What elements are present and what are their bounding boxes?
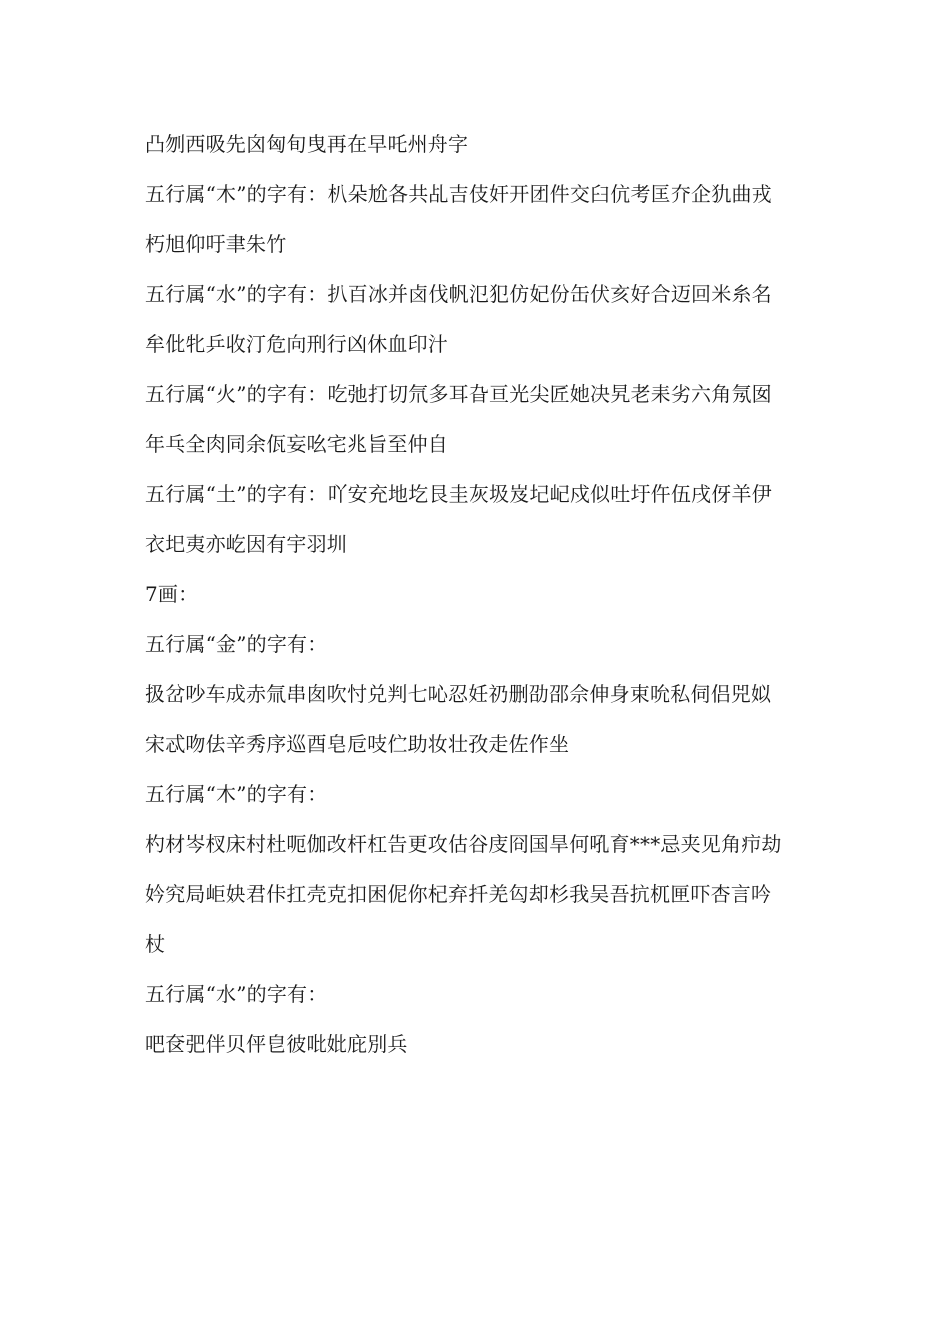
text-line: 凸刎西吸先囟匈旬曳再在早吒州舟字 [145,132,469,156]
text-line: 牟仳牝乒收汀危向刑行凶休血印汁 [145,332,448,356]
text-line: 五行属“水”的字有：扒百冰并卤伐帆氾犯仿妃份缶伏亥好合迈回米糸名 [145,282,772,306]
text-line: 衣圯夷亦屹因有宇羽圳 [145,532,347,556]
text-line: 扱岔吵车成赤氚串囱吹忖兑判七吣忍妊礽删劭邵佘伸身束吮私伺侣兕姒 [145,682,772,706]
text-line: 五行属“土”的字有：吖安充地圪艮圭灰圾岌圮屺戍似吐圩仵伍戌伢羊伊 [145,482,772,506]
section-heading: 7画： [145,582,199,606]
text-line: 五行属“木”的字有： [145,782,328,806]
text-line: 吧奁弝伴贝伻皀彼吡妣庇別兵 [145,1032,408,1056]
text-line: 杓材岑杈床村杜呃伽改杆杠告更攻估谷庋冏国旱何吼育***忌夹见角疖劫 [145,832,782,856]
text-line: 五行属“火”的字有：吃弛打切氘多耳旮亘光尖匠她决旯老耒劣六角氖囡 [145,382,772,406]
text-line: 朽旭仰吁聿朱竹 [145,232,287,256]
text-line: 年乓全肉同余佤妄吆宅兆旨至仲自 [145,432,448,456]
text-line: 五行属“金”的字有： [145,632,328,656]
text-line: 杖 [145,932,166,956]
document-body [145,119,815,1069]
text-line: 五行属“水”的字有： [145,982,328,1006]
text-line: 五行属“木”的字有：朳朵尬各共乩吉伎奸开团件交臼伉考匡夰企犰曲戎 [145,182,772,206]
text-line: 妗究局岠妜君佧扛壳克扣困伲你杞弃扦羌匃却杉我吴吾抗杌匣吓杏言吟 [145,882,772,906]
text-line: 宋忒吻佉辛秀序巡酉皂卮吱伫助妆壮孜走佐作坐 [145,732,570,756]
